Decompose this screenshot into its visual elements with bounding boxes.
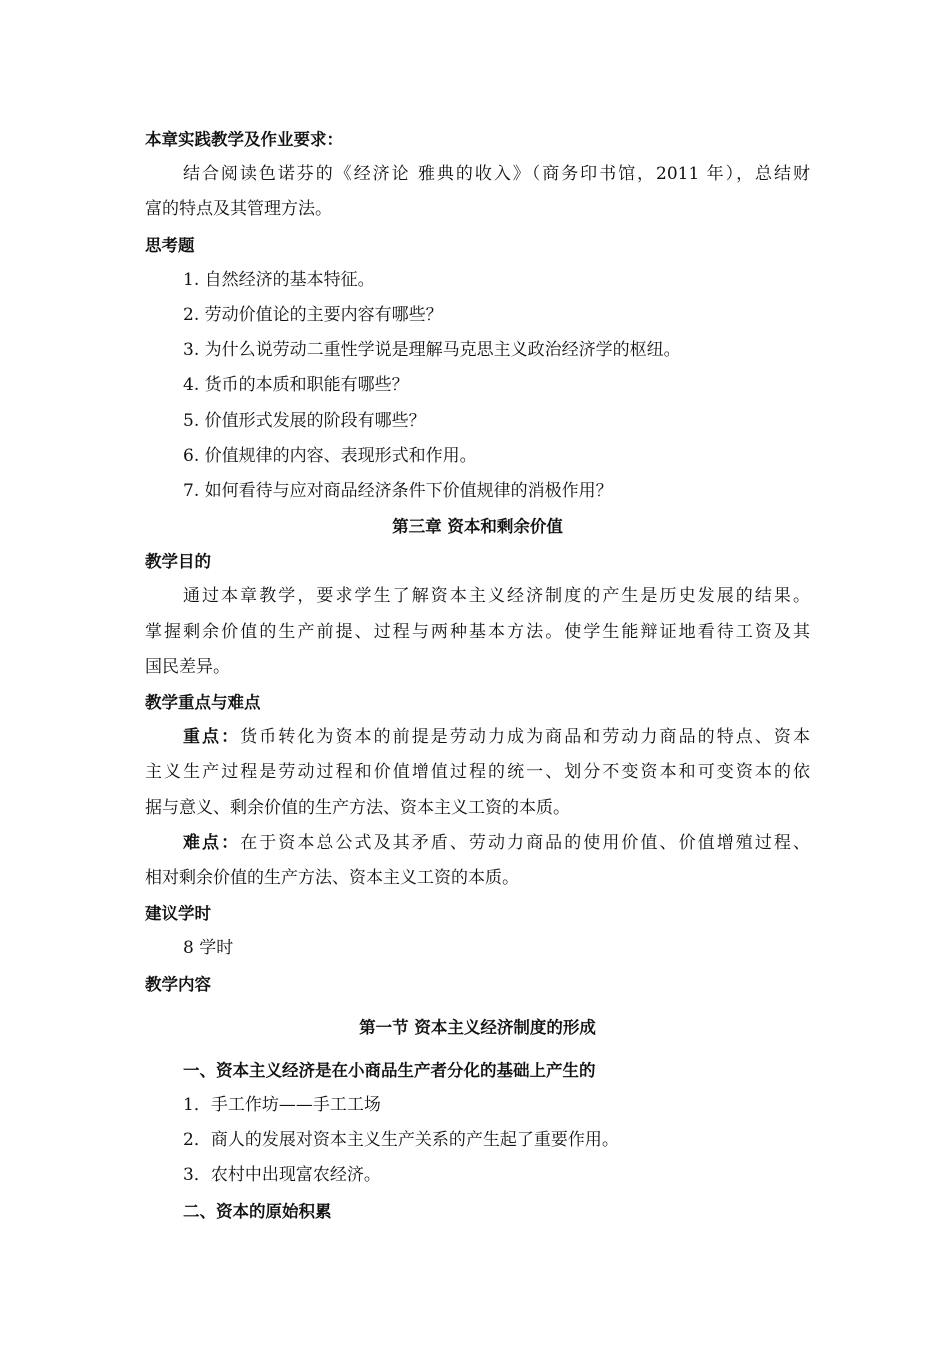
- question-item: 5. 价值形式发展的阶段有哪些？: [183, 410, 426, 431]
- subsection-item: 3．农村中出现富农经济。: [183, 1165, 381, 1186]
- chapter-title: 第三章 资本和剩余价值: [392, 517, 563, 537]
- question-item: 1. 自然经济的基本特征。: [183, 269, 375, 290]
- practice-heading: 本章实践教学及作业要求：: [145, 130, 343, 149]
- hours-heading: 建议学时: [145, 904, 211, 924]
- content-heading: 教学内容: [145, 974, 211, 994]
- subsection-heading: 一、资本主义经济是在小商品生产者分化的基础上产生的: [183, 1060, 596, 1080]
- goal-text-line: 国民差异。: [145, 656, 230, 677]
- keypoint-text-line: 主义生产过程是劳动过程和价值增值过程的统一、划分不变资本和可变资本的依: [145, 762, 810, 783]
- difficulty-text-line: 相对剩余价值的生产方法、资本主义工资的本质。: [145, 867, 519, 888]
- keypoint-text: 货币转化为资本的前提是劳动力成为商品和劳动力商品的特点、资本: [240, 727, 810, 748]
- question-item: 2. 劳动价值论的主要内容有哪些？: [183, 304, 443, 325]
- subsection-item: 1．手工作坊——手工工场: [183, 1095, 381, 1116]
- goal-text-line: 掌握剩余价值的生产前提、过程与两种基本方法。使学生能辩证地看待工资及其: [145, 621, 810, 642]
- difficulty-text: 在于资本总公式及其矛盾、劳动力商品的使用价值、价值增殖过程、: [240, 832, 810, 853]
- keypoint-text-line: 据与意义、剩余价值的生产方法、资本主义工资的本质。: [145, 797, 570, 818]
- question-item: 7. 如何看待与应对商品经济条件下价值规律的消极作用？: [183, 480, 613, 501]
- questions-heading: 思考题: [145, 235, 195, 255]
- goal-heading: 教学目的: [145, 552, 211, 572]
- hours-value: 8 学时: [183, 938, 234, 959]
- page-content: [145, 122, 810, 1229]
- question-item: 3. 为什么说劳动二重性学说是理解马克思主义政治经济学的枢纽。: [183, 340, 681, 361]
- goal-text-line: 通过本章教学，要求学生了解资本主义经济制度的产生是历史发展的结果。: [183, 586, 810, 607]
- keypoint-text-line: [145, 720, 810, 755]
- difficulty-label: 难点：: [183, 832, 241, 853]
- subsection-item: 2．商人的发展对资本主义生产关系的产生起了重要作用。: [183, 1130, 619, 1151]
- subsection-heading: 二、资本的原始积累: [183, 1201, 332, 1221]
- keypoint-label: 重点：: [183, 727, 241, 748]
- question-item: 6. 价值规律的内容、表现形式和作用。: [183, 445, 477, 466]
- difficulty-text-line: [145, 826, 810, 861]
- practice-text-line: 富的特点及其管理方法。: [145, 199, 332, 220]
- section-title: 第一节 资本主义经济制度的形成: [359, 1017, 596, 1037]
- practice-text-line: 结合阅读色诺芬的《经济论 雅典的收入》（商务印书馆，2011 年），总结财: [183, 164, 810, 185]
- question-item: 4. 货币的本质和职能有哪些？: [183, 375, 409, 396]
- keypoints-heading: 教学重点与难点: [145, 693, 261, 712]
